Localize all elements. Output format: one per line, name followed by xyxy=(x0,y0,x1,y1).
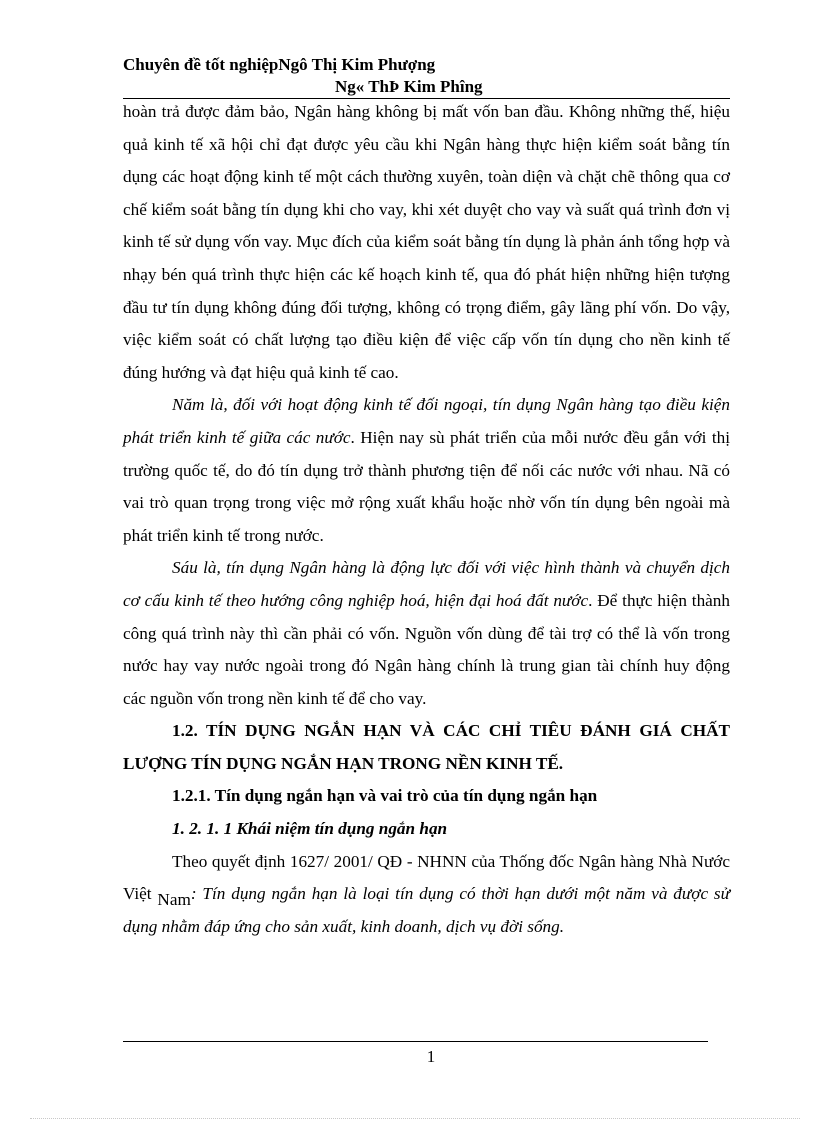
footer-divider xyxy=(123,1041,708,1042)
page-number: 1 xyxy=(426,1047,436,1066)
paragraph-subscript-word: Nam xyxy=(157,890,191,910)
paragraph-text: Theo quyết định 1627/ 2001/ QĐ - NHNN của Thống đốc Ngân hàng Nhà Nước Việt xyxy=(123,851,730,904)
paragraph-text: . Để thực hiện thành công quá trình này thì cần phải có vốn. Nguồn vốn dùng để tài trợ có thể là vốn trong nước hay vay nước ngoài trong đó Ngân hàng chính là trung gian tài chính huy động các nguồn vốn trong nền kinh tế để cho vay. xyxy=(123,590,730,708)
paragraph-continuation: hoàn trả được đảm bảo, Ngân hàng không bị mất vốn ban đầu. Không những thế, hiệu quả kinh tế xã hội chỉ đạt được yêu cầu khi Ngân hàng thực hiện kiểm soát bằng tín dụng các hoạt động kinh tế một cách thường xuyên, toàn diện và chặt chẽ thông qua cơ chế kiểm soát bằng tín dụng khi cho vay, khi xét duyệt cho vay và suất quá trình đơn vị kinh tế sử dụng vốn vay. Mục đích của kiểm soát bằng tín dụng là phản ánh tổng hợp và nhạy bén quá trình thực hiện các kế hoạch kinh tế, qua đó phát hiện những hiện tượng đầu tư tín dụng không đúng đối tượng, không có trọng điểm, gây lãng phí vốn. Do vậy, việc kiểm soát có chất lượng tạo điều kiện để việc cấp vốn tín dụng cho nền kinh tế đúng hướng và đạt hiệu quả kinh tế cao. xyxy=(123,102,730,382)
page-edge-dotted-line xyxy=(30,1118,800,1119)
paragraph-lead-italic: Sáu là, tín dụng Ngân hàng là động lực đối với việc hình thành và chuyển dịch cơ cấu kinh tế theo hướng công nghiệp hoá, hiện đại hoá đất nước xyxy=(123,558,730,610)
paragraph-text: . Hiện nay sù phát triển của mỗi nước đều gắn với thị trường quốc tế, do đó tín dụng trở thành phương tiện để nối các nước với nhau. Nã có vai trò quan trọng trong việc mở rộng xuất khẩu hoặc nhờ vốn tín dụng bên ngoài mà phát triển kinh tế trong nước. xyxy=(123,427,730,545)
paragraph-definition xyxy=(123,846,730,944)
paragraph-sixth-role xyxy=(123,552,730,715)
header-title: Chuyên đề tốt nghiệpNgô Thị Kim Phượng xyxy=(123,55,436,74)
section-heading-1-2-1: 1.2.1. Tín dụng ngắn hạn và vai trò của tín dụng ngắn hạn xyxy=(172,786,598,806)
page-header xyxy=(123,54,733,98)
header-author: Ng« ThÞ Kim Phîng xyxy=(335,77,483,96)
section-heading-1-2: 1.2. TÍN DỤNG NGẮN HẠN VÀ CÁC CHỈ TIÊU ĐÁNH GIÁ CHẤT LƯỢNG TÍN DỤNG NGẮN HẠN TRONG NỀN KINH TẾ. xyxy=(123,721,730,773)
section-heading-1-2-1-1: 1. 2. 1. 1 Khái niệm tín dụng ngắn hạn xyxy=(172,819,448,839)
paragraph-fifth-role xyxy=(123,389,730,552)
paragraph-definition-italic: : Tín dụng ngắn hạn là loại tín dụng có thời hạn dưới một năm và được sử dụng nhằm đáp ứng cho sản xuất, kinh doanh, dịch vụ đời sống. xyxy=(123,884,730,936)
paragraph-lead-italic: Năm là, đối với hoạt động kinh tế đối ngoại, tín dụng Ngân hàng tạo điều kiện phát triển kinh tế giữa các nước xyxy=(123,395,730,447)
document-body xyxy=(123,96,730,943)
